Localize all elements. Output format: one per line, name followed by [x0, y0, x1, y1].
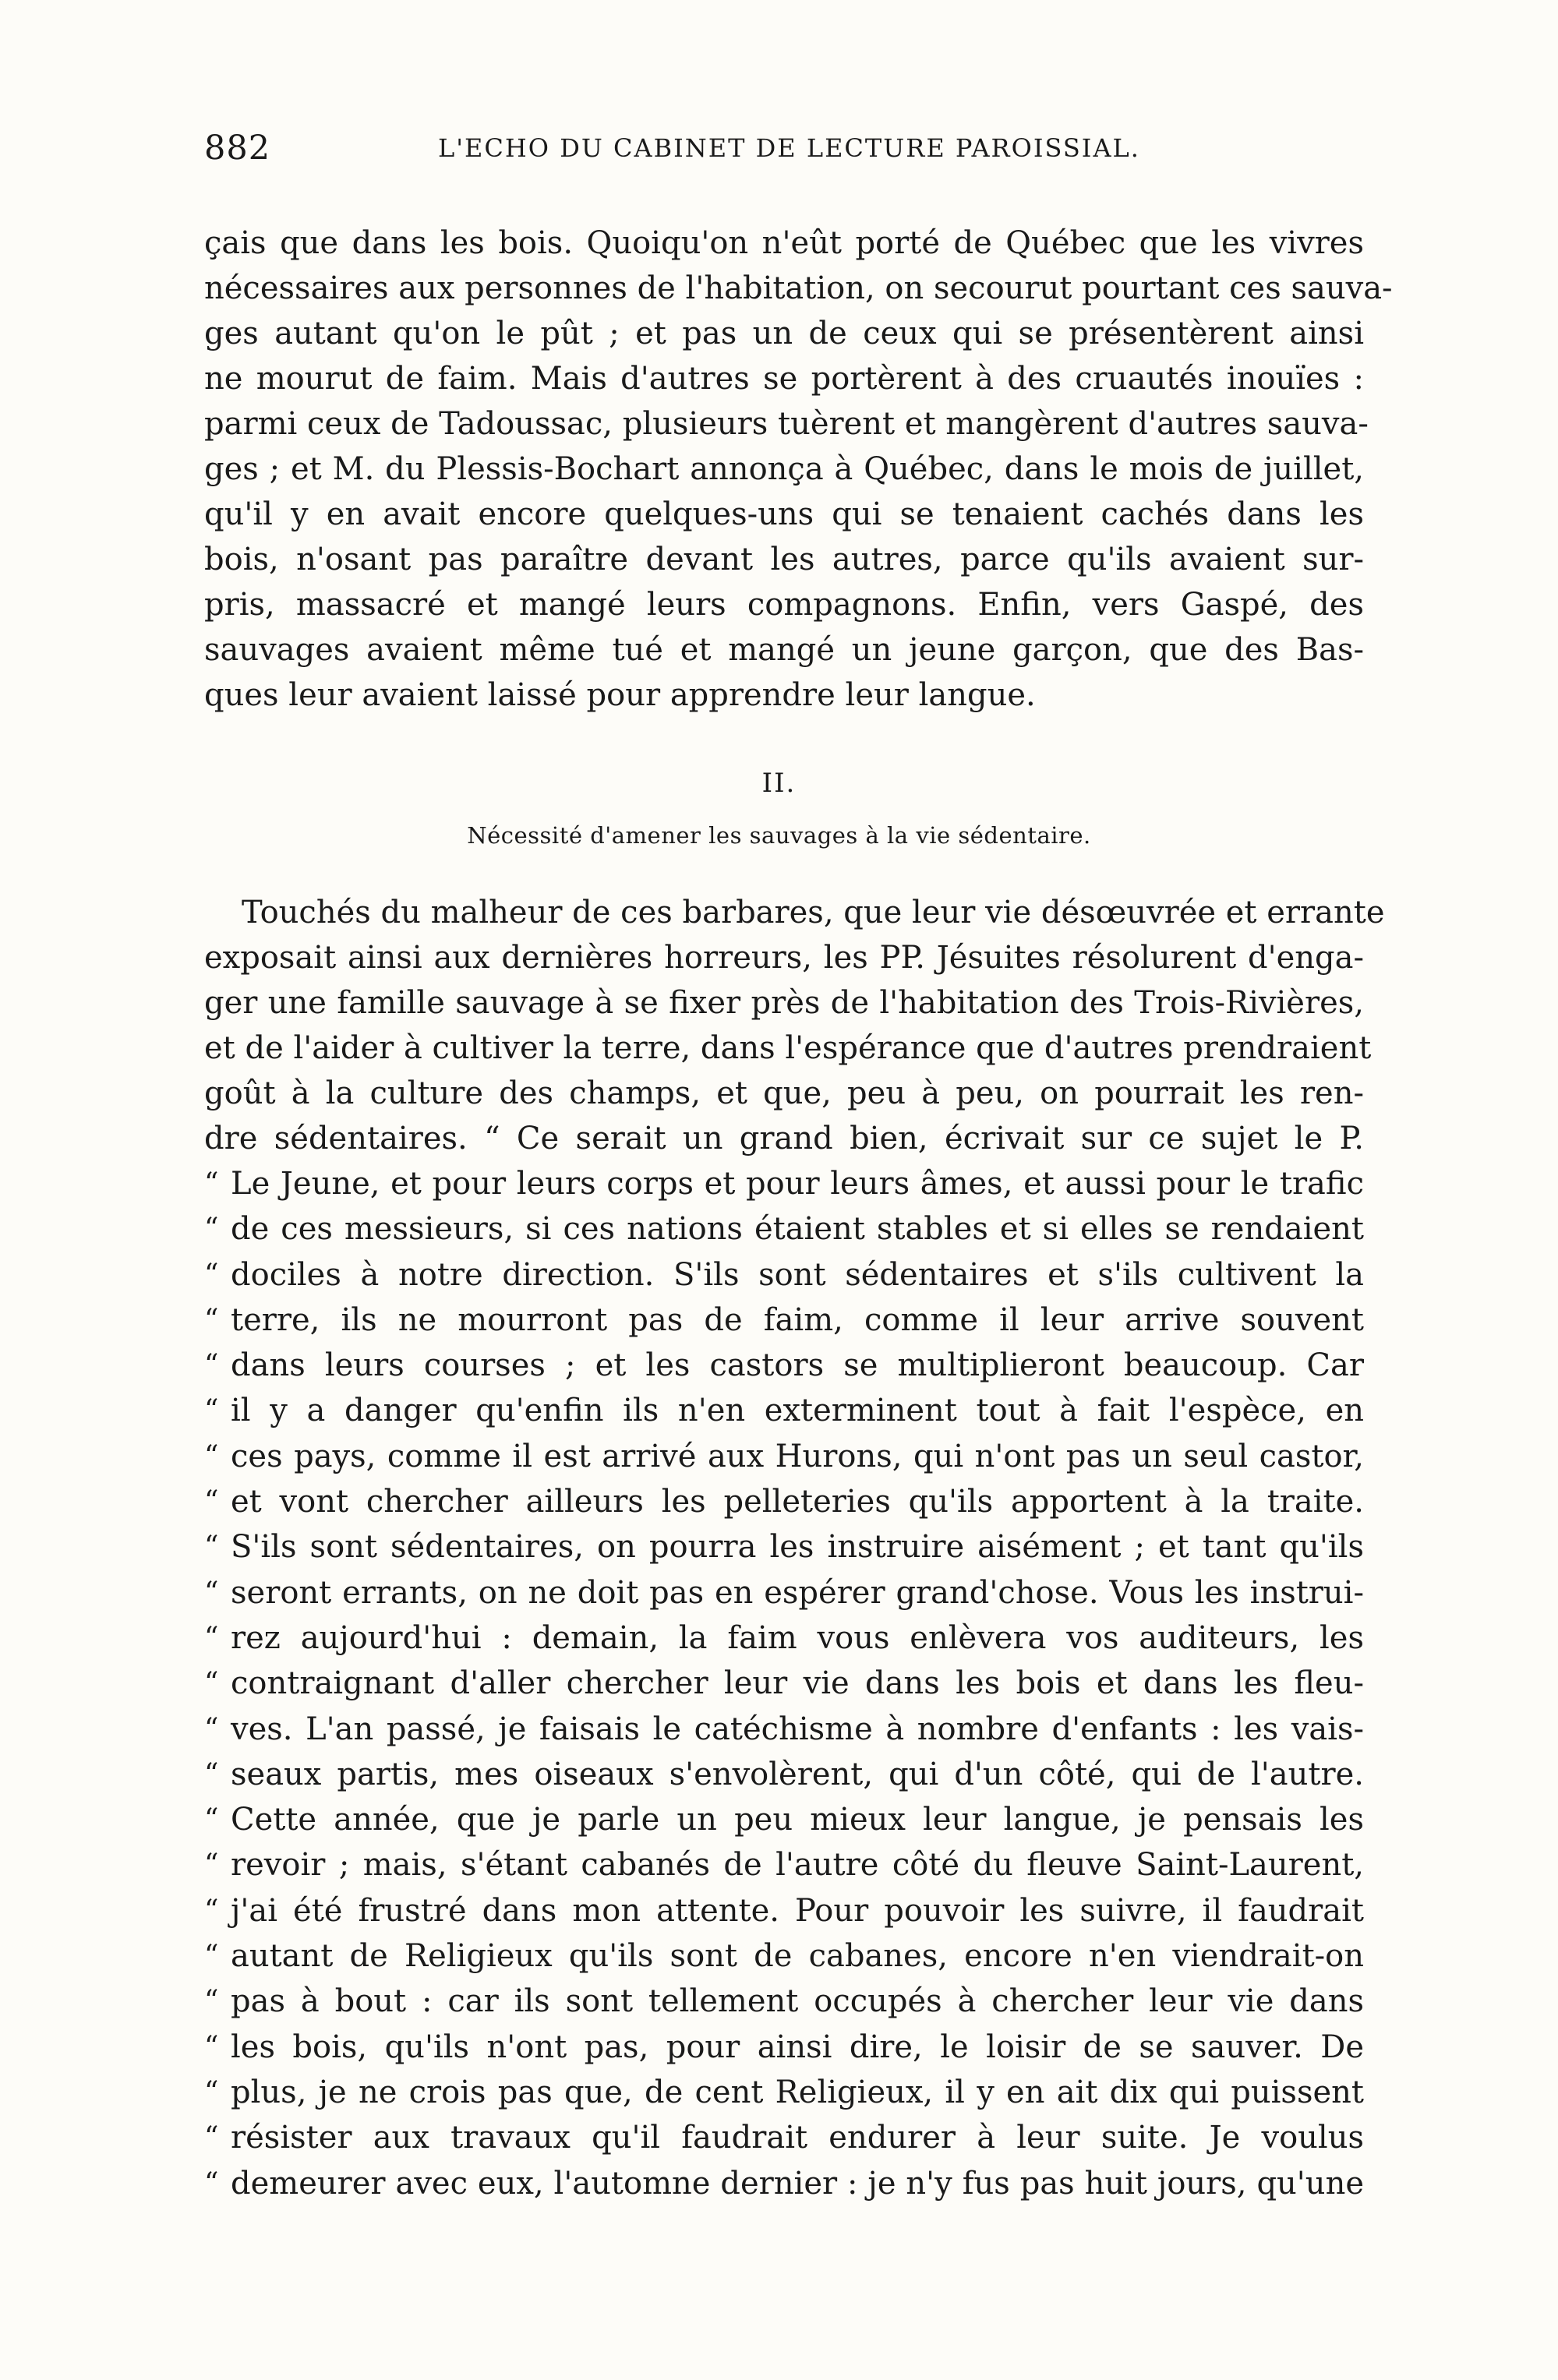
quote-line: [204, 1979, 1364, 2024]
quote-line: [204, 2025, 1364, 2070]
quote-mark: “: [204, 1576, 219, 1608]
quote-text: résister aux travaux qu'il faudrait endurer à leur suite. Je voulus: [231, 2120, 1364, 2156]
quote-line: [204, 1752, 1364, 1797]
text-line: çais que dans les bois. Quoiqu'on n'eût porté de Québec que les vivres: [204, 225, 1364, 261]
section-number: II.: [761, 768, 797, 799]
quote-text: les bois, qu'ils n'ont pas, pour ainsi dire, le loisir de se sauver. De: [231, 2029, 1364, 2065]
quote-mark: “: [204, 2166, 219, 2199]
quote-text: terre, ils ne mourront pas de faim, comme il leur arrive souvent: [231, 1301, 1364, 1338]
text-line: sauvages avaient même tué et mangé un jeune garçon, que des Bas-: [204, 632, 1364, 668]
quote-text: ces pays, comme il est arrivé aux Hurons, qui n'ont pas un seul castor,: [231, 1438, 1364, 1474]
quote-text: j'ai été frustré dans mon attente. Pour pouvoir les suivre, il faudrait: [231, 1892, 1364, 1929]
quote-line: [204, 1661, 1364, 1706]
quote-text: de ces messieurs, si ces nations étaient stables et si elles se rendaient: [231, 1211, 1364, 1248]
quote-mark: “: [204, 1940, 219, 1972]
text-line: goût à la culture des champs, et que, peu à peu, on pourrait les ren-: [204, 1075, 1364, 1111]
text-line: ne mourut de faim. Mais d'autres se portèrent à des cruautés inouïes :: [204, 361, 1364, 397]
quote-line: [204, 1616, 1364, 1661]
quote-mark: “: [204, 1621, 219, 1654]
top-paragraph: [204, 221, 1393, 718]
text-line: ges autant qu'on le pût ; et pas un de ceux qui se présentèrent ainsi: [204, 316, 1364, 351]
text-line: Touchés du malheur de ces barbares, que leur vie désœuvrée et errante: [242, 895, 1385, 930]
quote-line: [204, 2070, 1364, 2115]
quote-text: dans leurs courses ; et les castors se multiplieront beaucoup. Car: [231, 1347, 1364, 1384]
quote-text: il y a danger qu'enfin ils n'en exterminent tout à fait l'espèce, en: [231, 1393, 1364, 1429]
quote-text: autant de Religieux qu'ils sont de cabanes, encore n'en viendrait-on: [231, 1938, 1364, 1975]
quote-line: [204, 1797, 1364, 1842]
text-line: ques leur avaient laissé pour apprendre leur langue.: [204, 677, 1036, 713]
section-title: Nécessité d'amener les sauvages à la vie sédentaire.: [467, 822, 1091, 849]
quote-mark: “: [204, 1303, 219, 1336]
quote-line: [204, 2161, 1364, 2206]
page-number: 882: [204, 129, 271, 168]
quote-mark: “: [204, 1667, 219, 1700]
quote-mark: “: [204, 1985, 219, 2018]
quote-line: [204, 1888, 1364, 1933]
running-title: L'ECHO DU CABINET DE LECTURE PAROISSIAL.: [438, 133, 1140, 163]
quote-text: demeurer avec eux, l'automne dernier : je n'y fus pas huit jours, qu'une: [231, 2165, 1364, 2202]
quote-line: [204, 1161, 1364, 1206]
quote-line: [204, 1570, 1364, 1616]
text-line: ger une famille sauvage à se fixer près de l'habitation des Trois-Rivières,: [204, 985, 1364, 1021]
quote-text: seront errants, on ne doit pas en espérer grand'chose. Vous les instrui-: [231, 1574, 1364, 1611]
page-header: [204, 129, 1373, 175]
quoted-passage: [204, 1161, 1364, 2206]
quote-mark: “: [204, 1531, 219, 1563]
text-line: dre sédentaires. “ Ce serait un grand bien, écrivait sur ce sujet le P.: [204, 1121, 1364, 1156]
quote-mark: “: [204, 2075, 219, 2108]
quote-text: rez aujourd'hui : demain, la faim vous enlèvera vos auditeurs, les: [231, 1619, 1364, 1656]
quote-mark: “: [204, 1894, 219, 1926]
quote-line: [204, 1434, 1364, 1479]
text-line: nécessaires aux personnes de l'habitation, on secourut pourtant ces sauva-: [204, 270, 1393, 306]
quote-mark: “: [204, 1349, 219, 1382]
quote-line: [204, 1479, 1364, 1524]
quote-text: dociles à notre direction. S'ils sont sédentaires et s'ils cultivent la: [231, 1256, 1364, 1293]
text-line: parmi ceux de Tadoussac, plusieurs tuèrent et mangèrent d'autres sauva-: [204, 406, 1369, 442]
quote-mark: “: [204, 1757, 219, 1790]
quote-line: [204, 1343, 1364, 1388]
text-line: qu'il y en avait encore quelques-uns qui se tenaient cachés dans les: [204, 496, 1364, 532]
quote-mark: “: [204, 1485, 219, 1518]
quote-mark: “: [204, 1712, 219, 1745]
quote-text: plus, je ne crois pas que, de cent Religieux, il y en ait dix qui puissent: [231, 2074, 1364, 2110]
quote-text: revoir ; mais, s'étant cabanés de l'autre côté du fleuve Saint-Laurent,: [231, 1847, 1364, 1884]
quote-mark: “: [204, 1803, 219, 1836]
text-line: et de l'aider à cultiver la terre, dans l'espérance que d'autres prendraient: [204, 1030, 1372, 1066]
text-line: bois, n'osant pas paraître devant les autres, parce qu'ils avaient sur-: [204, 542, 1364, 577]
quote-mark: “: [204, 2030, 219, 2063]
quote-line: [204, 1252, 1364, 1298]
quote-line: [204, 1524, 1364, 1570]
quote-line: [204, 1933, 1364, 1979]
quote-line: [204, 1206, 1364, 1252]
quote-line: [204, 1298, 1364, 1343]
quote-mark: “: [204, 1258, 219, 1291]
quote-text: pas à bout : car ils sont tellement occupés à chercher leur vie dans: [231, 1983, 1364, 2020]
quote-mark: “: [204, 1167, 219, 1199]
quote-line: [204, 2115, 1364, 2160]
quote-text: seaux partis, mes oiseaux s'envolèrent, qui d'un côté, qui de l'autre.: [231, 1756, 1364, 1792]
text-line: exposait ainsi aux dernières horreurs, les PP. Jésuites résolurent d'enga-: [204, 940, 1364, 976]
quote-line: [204, 1707, 1364, 1752]
quote-mark: “: [204, 1213, 219, 1245]
quote-mark: “: [204, 1394, 219, 1427]
quote-text: Cette année, que je parle un peu mieux leur langue, je pensais les: [231, 1802, 1364, 1838]
quote-mark: “: [204, 1849, 219, 1881]
quote-line: [204, 1842, 1364, 1887]
quote-line: [204, 1388, 1364, 1433]
quote-text: S'ils sont sédentaires, on pourra les instruire aisément ; et tant qu'ils: [231, 1529, 1364, 1566]
quote-mark: “: [204, 2121, 219, 2154]
text-line: pris, massacré et mangé leurs compagnons. Enfin, vers Gaspé, des: [204, 587, 1364, 623]
quote-text: contraignant d'aller chercher leur vie dans les bois et dans les fleu-: [231, 1665, 1364, 1702]
intro-paragraph: [204, 890, 1385, 1161]
quote-text: Le Jeune, et pour leurs corps et pour leurs âmes, et aussi pour le trafic: [231, 1166, 1364, 1202]
text-line: ges ; et M. du Plessis-Bochart annonça à Québec, dans le mois de juillet,: [204, 451, 1364, 487]
quote-text: ves. L'an passé, je faisais le catéchisme à nombre d'enfants : les vais-: [231, 1711, 1364, 1747]
quote-text: et vont chercher ailleurs les pelleteries qu'ils apportent à la traite.: [231, 1484, 1364, 1520]
quote-mark: “: [204, 1439, 219, 1472]
